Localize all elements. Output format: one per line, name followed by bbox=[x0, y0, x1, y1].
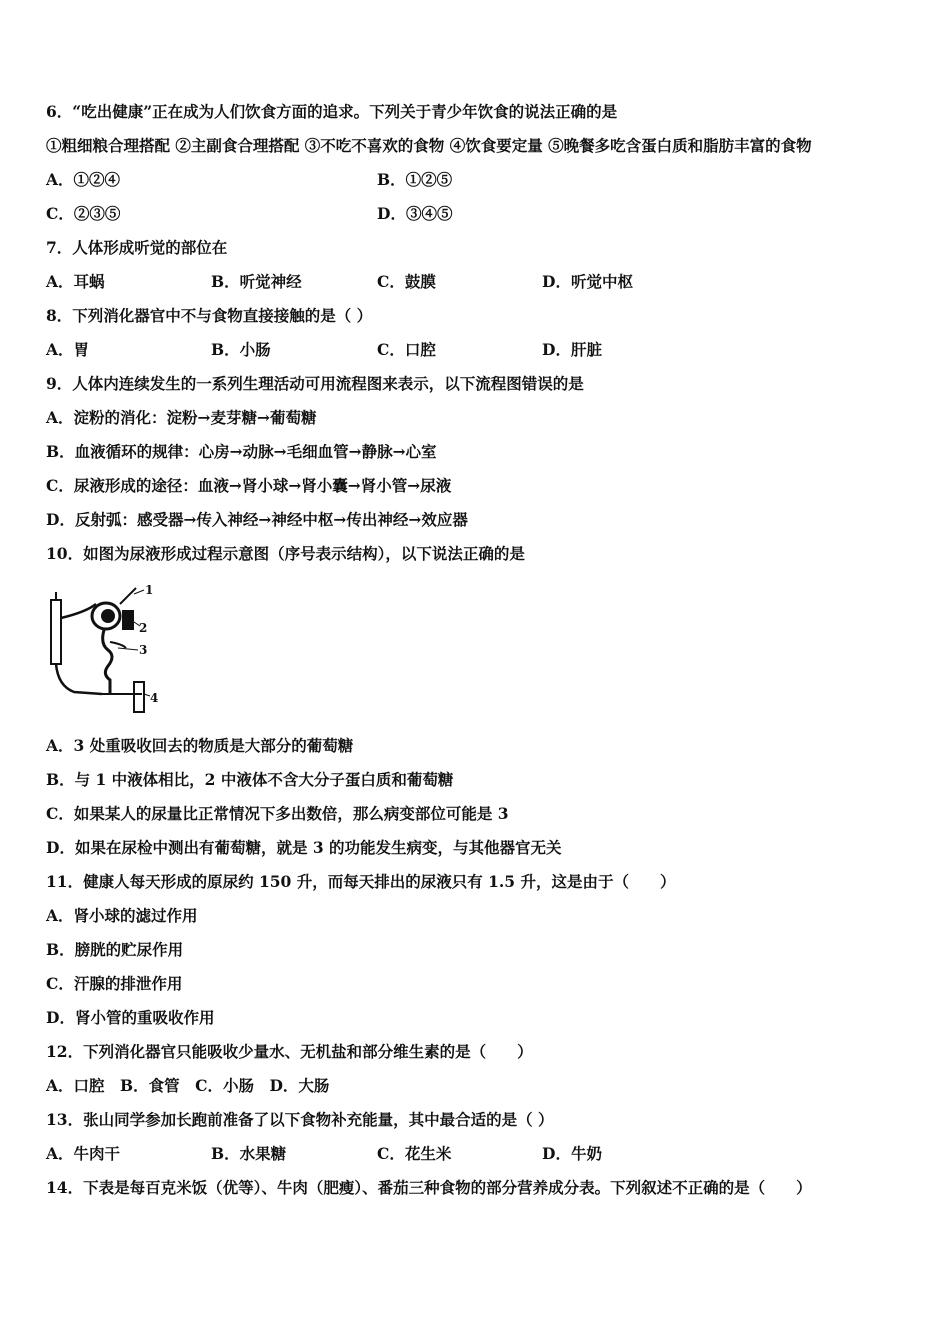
figure-label-3: 3 bbox=[139, 643, 148, 657]
renal-tubule-shape bbox=[103, 630, 112, 694]
figure-label-4: 4 bbox=[150, 691, 159, 705]
q8-option-b: B．小肠 bbox=[211, 340, 271, 359]
q8-option-d: D．肝脏 bbox=[542, 340, 602, 359]
q10-option-d: D．如果在尿检中测出有葡萄糖，就是 3 的功能发生病变，与其他器官无关 bbox=[46, 838, 562, 857]
glomerulus-shape bbox=[101, 609, 115, 623]
q7-option-b: B．听觉神经 bbox=[211, 272, 302, 291]
q10-stem: 10．如图为尿液形成过程示意图（序号表示结构），以下说法正确的是 bbox=[46, 544, 525, 563]
q8-option-a: A．胃 bbox=[46, 340, 90, 359]
nephron-drawing bbox=[46, 582, 166, 718]
q8-stem: 8．下列消化器官中不与食物直接接触的是（ ） bbox=[46, 306, 373, 325]
q11-option-b: B．膀胱的贮尿作用 bbox=[46, 940, 184, 959]
q9-option-a: A．淀粉的消化：淀粉→麦芽糖→葡萄糖 bbox=[46, 408, 317, 427]
q7-stem: 7．人体形成听觉的部位在 bbox=[46, 238, 228, 257]
figure-label-1: 1 bbox=[145, 583, 154, 597]
figure-label-2: 2 bbox=[139, 621, 148, 635]
tube-left-shape bbox=[51, 600, 61, 664]
q7-option-c: C．鼓膜 bbox=[377, 272, 436, 291]
q9-option-b: B．血液循环的规律：心房→动脉→毛细血管→静脉→心室 bbox=[46, 442, 437, 461]
q9-option-c: C．尿液形成的途径：血液→肾小球→肾小囊→肾小管→尿液 bbox=[46, 476, 452, 495]
q6-option-c: C．②③⑤ bbox=[46, 204, 121, 223]
q7-option-d: D．听觉中枢 bbox=[542, 272, 633, 291]
q6-option-d: D．③④⑤ bbox=[377, 204, 453, 223]
q6-option-b: B．①②⑤ bbox=[377, 170, 453, 189]
q10-option-b: B．与 1 中液体相比，2 中液体不含大分子蛋白质和葡萄糖 bbox=[46, 770, 454, 789]
q8-option-c: C．口腔 bbox=[377, 340, 436, 359]
vessel-upper bbox=[120, 588, 136, 604]
q12-stem: 12．下列消化器官只能吸收少量水、无机盐和部分维生素的是（ ） bbox=[46, 1042, 533, 1061]
q9-stem: 9．人体内连续发生的一系列生理活动可用流程图来表示，以下流程图错误的是 bbox=[46, 374, 584, 393]
q6-option-a: A．①②④ bbox=[46, 170, 121, 189]
nephron-diagram bbox=[46, 582, 166, 718]
q9-option-d: D．反射弧：感受器→传入神经→神经中枢→传出神经→效应器 bbox=[46, 510, 468, 529]
q11-option-a: A．肾小球的滤过作用 bbox=[46, 906, 198, 925]
q11-option-d: D．肾小管的重吸收作用 bbox=[46, 1008, 215, 1027]
q14-stem: 14．下表是每百克米饭（优等）、牛肉（肥瘦）、番茄三种食物的部分营养成分表。下列叙述不正确的是（ ） bbox=[46, 1178, 812, 1197]
q13-option-c: C．花生米 bbox=[377, 1144, 452, 1163]
q11-stem: 11．健康人每天形成的原尿约 150 升，而每天排出的尿液只有 1.5 升，这是由于（ ） bbox=[46, 872, 676, 891]
q13-option-a: A．牛肉干 bbox=[46, 1144, 121, 1163]
q13-option-d: D．牛奶 bbox=[542, 1144, 602, 1163]
q12-options: A．口腔 B．食管 C．小肠 D．大肠 bbox=[46, 1076, 330, 1095]
tubule-branch bbox=[110, 642, 126, 648]
q7-option-a: A．耳蜗 bbox=[46, 272, 105, 291]
leader-3 bbox=[118, 648, 138, 650]
q6-stem: 6．“吃出健康”正在成为人们饮食方面的追求。下列关于青少年饮食的说法正确的是 bbox=[46, 102, 618, 121]
collector-shape bbox=[134, 682, 144, 712]
q10-option-c: C．如果某人的尿量比正常情况下多出数倍，那么病变部位可能是 3 bbox=[46, 804, 509, 823]
q13-option-b: B．水果糖 bbox=[211, 1144, 287, 1163]
leader-1 bbox=[134, 590, 144, 594]
vessel-bottom bbox=[56, 664, 102, 694]
q10-option-a: A．3 处重吸收回去的物质是大部分的葡萄糖 bbox=[46, 736, 354, 755]
q6-items: ①粗细粮合理搭配 ②主副食合理搭配 ③不吃不喜欢的食物 ④饮食要定量 ⑤晚餐多吃含蛋白质和脂肪丰富的食物 bbox=[46, 136, 812, 155]
vessel-block bbox=[122, 610, 134, 630]
q13-stem: 13．张山同学参加长跑前准备了以下食物补充能量，其中最合适的是（ ） bbox=[46, 1110, 554, 1129]
q11-option-c: C．汗腺的排泄作用 bbox=[46, 974, 183, 993]
